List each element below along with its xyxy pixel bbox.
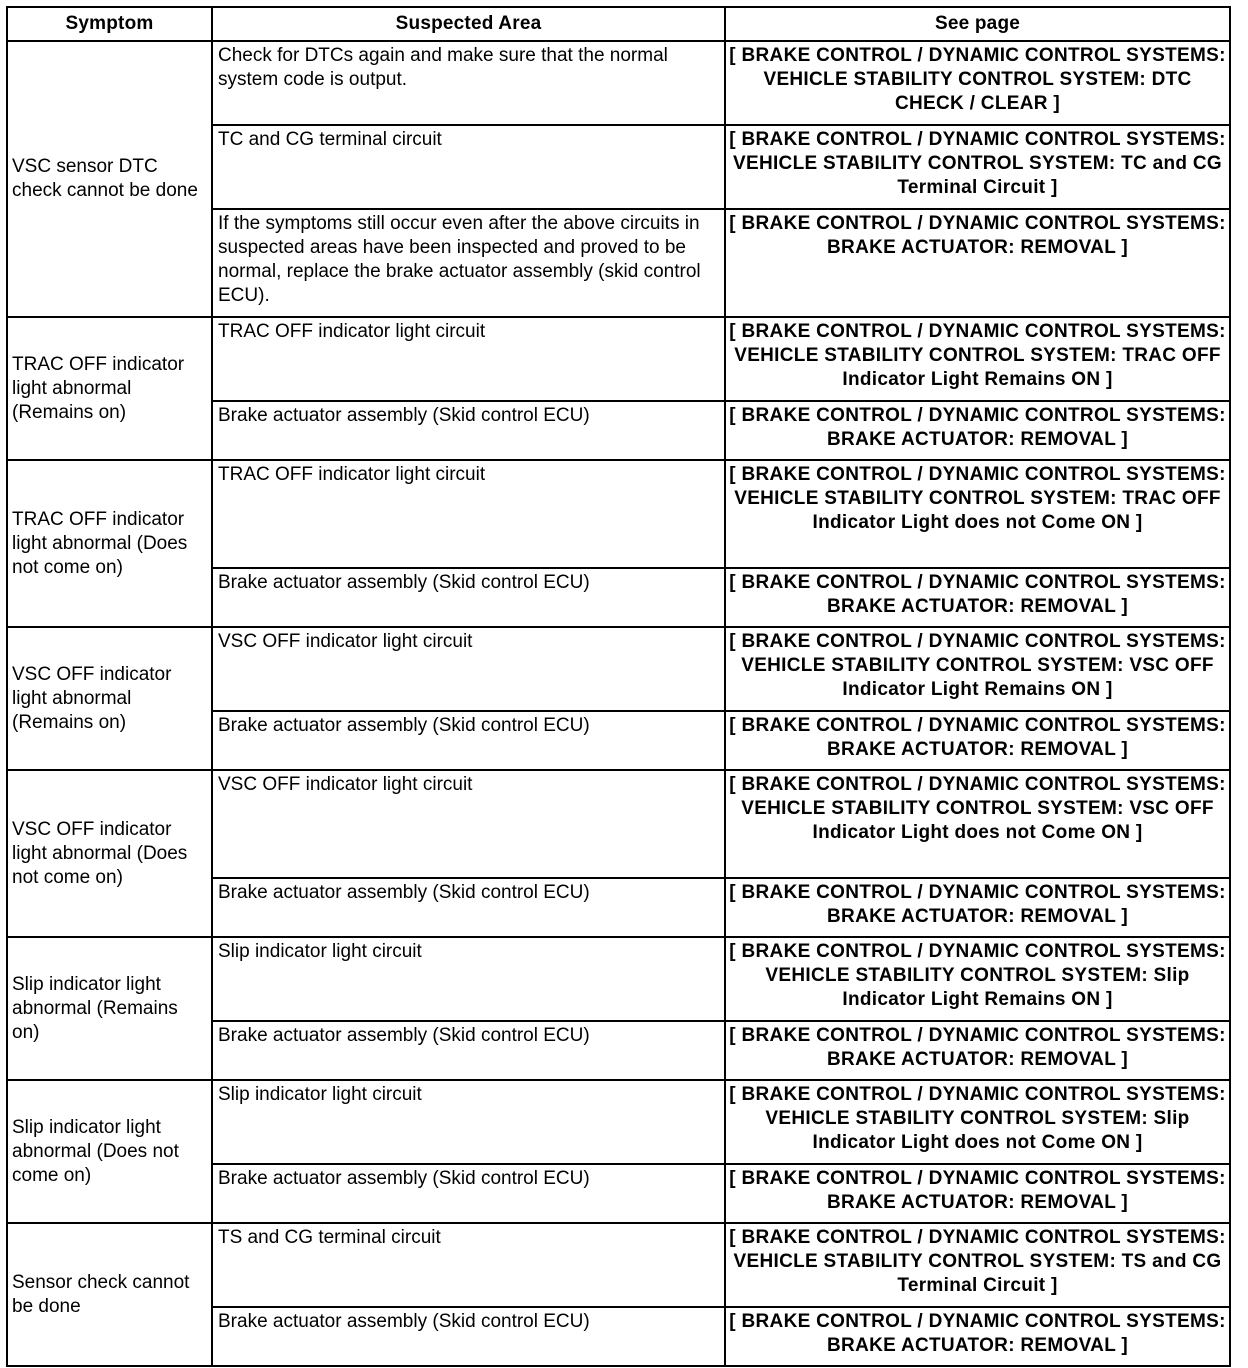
see-page-link[interactable]: [ BRAKE CONTROL / DYNAMIC CONTROL SYSTEMS: VEHICLE STABILITY CONTROL SYSTEM: TC and CG Terminal Circuit ] — [725, 125, 1230, 209]
suspected-area-cell: Slip indicator light circuit — [212, 1080, 725, 1164]
suspected-area-cell: Brake actuator assembly (Skid control ECU) — [212, 401, 725, 460]
symptom-cell: TRAC OFF indicator light abnormal (Remains on) — [7, 317, 212, 460]
see-page-link[interactable]: [ BRAKE CONTROL / DYNAMIC CONTROL SYSTEMS: VEHICLE STABILITY CONTROL SYSTEM: VSC OFF Indicator Light Remains ON ] — [725, 627, 1230, 711]
see-page-link[interactable]: [ BRAKE CONTROL / DYNAMIC CONTROL SYSTEMS: BRAKE ACTUATOR: REMOVAL ] — [725, 1164, 1230, 1223]
table-row — [7, 460, 1230, 568]
see-page-link[interactable]: [ BRAKE CONTROL / DYNAMIC CONTROL SYSTEMS: BRAKE ACTUATOR: REMOVAL ] — [725, 209, 1230, 317]
suspected-area-cell: Brake actuator assembly (Skid control ECU) — [212, 568, 725, 627]
suspected-area-cell: Slip indicator light circuit — [212, 937, 725, 1021]
troubleshooting-table — [6, 6, 1231, 1367]
table-row — [7, 1223, 1230, 1307]
suspected-area-cell: Brake actuator assembly (Skid control ECU) — [212, 878, 725, 937]
table-row — [7, 41, 1230, 125]
see-page-link[interactable]: [ BRAKE CONTROL / DYNAMIC CONTROL SYSTEMS: VEHICLE STABILITY CONTROL SYSTEM: DTC CHECK / CLEAR ] — [725, 41, 1230, 125]
table-row — [7, 1080, 1230, 1164]
suspected-area-cell: TS and CG terminal circuit — [212, 1223, 725, 1307]
header-row — [7, 7, 1230, 41]
see-page-link[interactable]: [ BRAKE CONTROL / DYNAMIC CONTROL SYSTEMS: VEHICLE STABILITY CONTROL SYSTEM: TS and CG Terminal Circuit ] — [725, 1223, 1230, 1307]
header-symptom: Symptom — [7, 7, 212, 41]
table-row — [7, 317, 1230, 401]
see-page-link[interactable]: [ BRAKE CONTROL / DYNAMIC CONTROL SYSTEMS: BRAKE ACTUATOR: REMOVAL ] — [725, 711, 1230, 770]
symptom-cell: VSC OFF indicator light abnormal (Does not come on) — [7, 770, 212, 937]
see-page-link[interactable]: [ BRAKE CONTROL / DYNAMIC CONTROL SYSTEMS: VEHICLE STABILITY CONTROL SYSTEM: Slip Indicator Light Remains ON ] — [725, 937, 1230, 1021]
suspected-area-cell: Check for DTCs again and make sure that the normal system code is output. — [212, 41, 725, 125]
see-page-link[interactable]: [ BRAKE CONTROL / DYNAMIC CONTROL SYSTEMS: VEHICLE STABILITY CONTROL SYSTEM: VSC OFF Indicator Light does not Come ON ] — [725, 770, 1230, 878]
suspected-area-cell: TRAC OFF indicator light circuit — [212, 460, 725, 568]
symptom-cell: Slip indicator light abnormal (Remains on) — [7, 937, 212, 1080]
see-page-link[interactable]: [ BRAKE CONTROL / DYNAMIC CONTROL SYSTEMS: BRAKE ACTUATOR: REMOVAL ] — [725, 1307, 1230, 1366]
symptom-cell: Sensor check cannot be done — [7, 1223, 212, 1366]
header-see-page: See page — [725, 7, 1230, 41]
symptom-cell: VSC OFF indicator light abnormal (Remains on) — [7, 627, 212, 770]
see-page-link[interactable]: [ BRAKE CONTROL / DYNAMIC CONTROL SYSTEMS: BRAKE ACTUATOR: REMOVAL ] — [725, 568, 1230, 627]
suspected-area-cell: TRAC OFF indicator light circuit — [212, 317, 725, 401]
table-row — [7, 937, 1230, 1021]
suspected-area-cell: Brake actuator assembly (Skid control ECU) — [212, 711, 725, 770]
symptom-cell: Slip indicator light abnormal (Does not come on) — [7, 1080, 212, 1223]
suspected-area-cell: TC and CG terminal circuit — [212, 125, 725, 209]
see-page-link[interactable]: [ BRAKE CONTROL / DYNAMIC CONTROL SYSTEMS: BRAKE ACTUATOR: REMOVAL ] — [725, 1021, 1230, 1080]
suspected-area-cell: Brake actuator assembly (Skid control ECU) — [212, 1164, 725, 1223]
suspected-area-cell: VSC OFF indicator light circuit — [212, 770, 725, 878]
symptom-cell: TRAC OFF indicator light abnormal (Does not come on) — [7, 460, 212, 627]
see-page-link[interactable]: [ BRAKE CONTROL / DYNAMIC CONTROL SYSTEMS: VEHICLE STABILITY CONTROL SYSTEM: TRAC OFF Indicator Light does not Come ON ] — [725, 460, 1230, 568]
suspected-area-cell: VSC OFF indicator light circuit — [212, 627, 725, 711]
suspected-area-cell: Brake actuator assembly (Skid control ECU) — [212, 1021, 725, 1080]
table-row — [7, 627, 1230, 711]
symptom-cell: VSC sensor DTC check cannot be done — [7, 41, 212, 317]
suspected-area-cell: If the symptoms still occur even after the above circuits in suspected areas have been inspected and proved to be normal, replace the brake actuator assembly (skid control ECU). — [212, 209, 725, 317]
see-page-link[interactable]: [ BRAKE CONTROL / DYNAMIC CONTROL SYSTEMS: VEHICLE STABILITY CONTROL SYSTEM: TRAC OFF Indicator Light Remains ON ] — [725, 317, 1230, 401]
see-page-link[interactable]: [ BRAKE CONTROL / DYNAMIC CONTROL SYSTEMS: VEHICLE STABILITY CONTROL SYSTEM: Slip Indicator Light does not Come ON ] — [725, 1080, 1230, 1164]
suspected-area-cell: Brake actuator assembly (Skid control ECU) — [212, 1307, 725, 1366]
table-row — [7, 770, 1230, 878]
see-page-link[interactable]: [ BRAKE CONTROL / DYNAMIC CONTROL SYSTEMS: BRAKE ACTUATOR: REMOVAL ] — [725, 401, 1230, 460]
header-suspected-area: Suspected Area — [212, 7, 725, 41]
see-page-link[interactable]: [ BRAKE CONTROL / DYNAMIC CONTROL SYSTEMS: BRAKE ACTUATOR: REMOVAL ] — [725, 878, 1230, 937]
